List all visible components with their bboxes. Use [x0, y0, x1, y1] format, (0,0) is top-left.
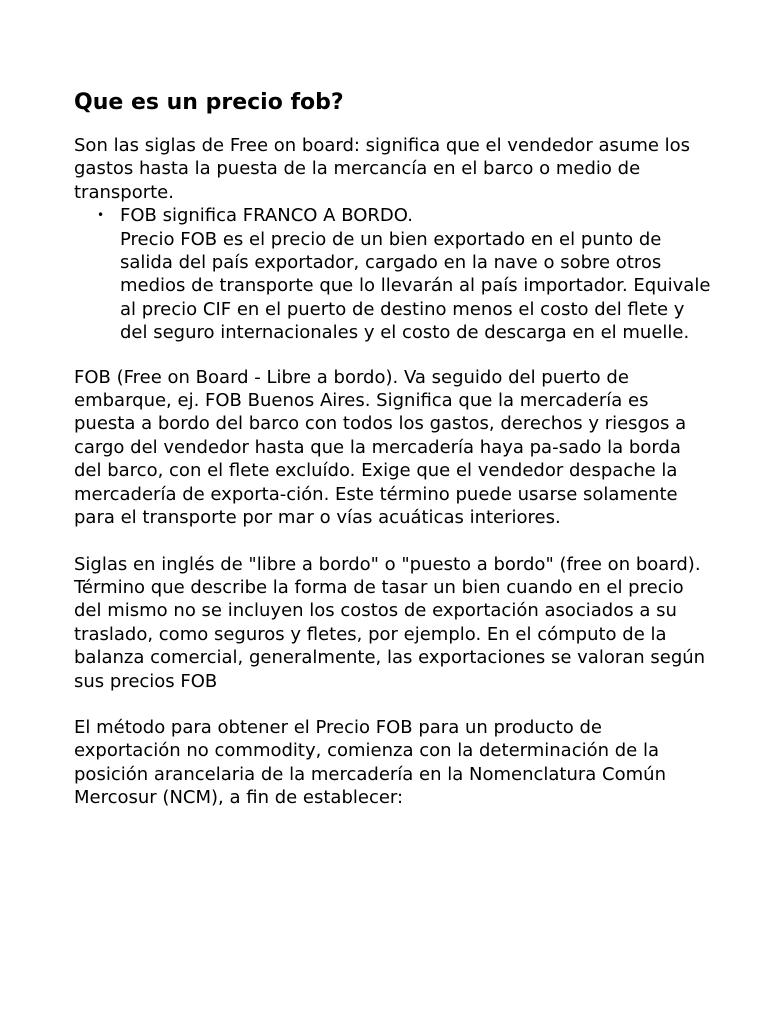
paragraph-metodo: El método para obtener el Precio FOB para un producto de exportación no commodity, comienza con la determinación de la posición arancelaria de la mercadería en la Nomenclatura Común Mercosur (NCM), a fin de establecer:: [74, 716, 666, 809]
bullet-list: [74, 204, 714, 344]
bullet-marker: •: [97, 208, 105, 223]
list-item: [74, 204, 714, 344]
paragraph-fob-definition: FOB (Free on Board - Libre a bordo). Va seguido del puerto de embarque, ej. FOB Buenos Aires. Significa que la mercadería es puesta a bordo del barco con todos los gastos, derechos y riesgos a cargo del vendedor hasta que la mercadería haya pa-sado la borda del barco, con el flete excluído. Exige que el vendedor despache la mercadería de exporta-ción. Este término puede usarse solamente para el transporte por mar o vías acuáticas interiores.: [74, 366, 687, 529]
document-content: [74, 88, 714, 810]
paragraph-siglas: Siglas en inglés de "libre a bordo" o "puesto a bordo" (free on board). Término que describe la forma de tasar un bien cuando en el precio del mismo no se incluyen los costos de exportación asociados a su traslado, como seguros y fletes, por ejemplo. En el cómputo de la balanza comercial, generalmente, las exportaciones se valoran según sus precios FOB: [74, 553, 706, 692]
bullet-body: Precio FOB es el precio de un bien exportado en el punto de salida del país exportador, cargado en la nave o sobre otros medios de transporte que lo llevarán al país importador. Equivale al precio CIF en el puerto de destino menos el costo del flete y del seguro internacionales y el costo de descarga en el muelle.: [120, 228, 711, 344]
page-title: Que es un precio fob?: [74, 90, 344, 115]
intro-paragraph: Son las siglas de Free on board: significa que el vendedor asume los gastos hasta la puesta de la mercancía en el barco o medio de transporte.: [74, 135, 691, 203]
bullet-heading: FOB significa FRANCO A BORDO.: [120, 205, 413, 227]
